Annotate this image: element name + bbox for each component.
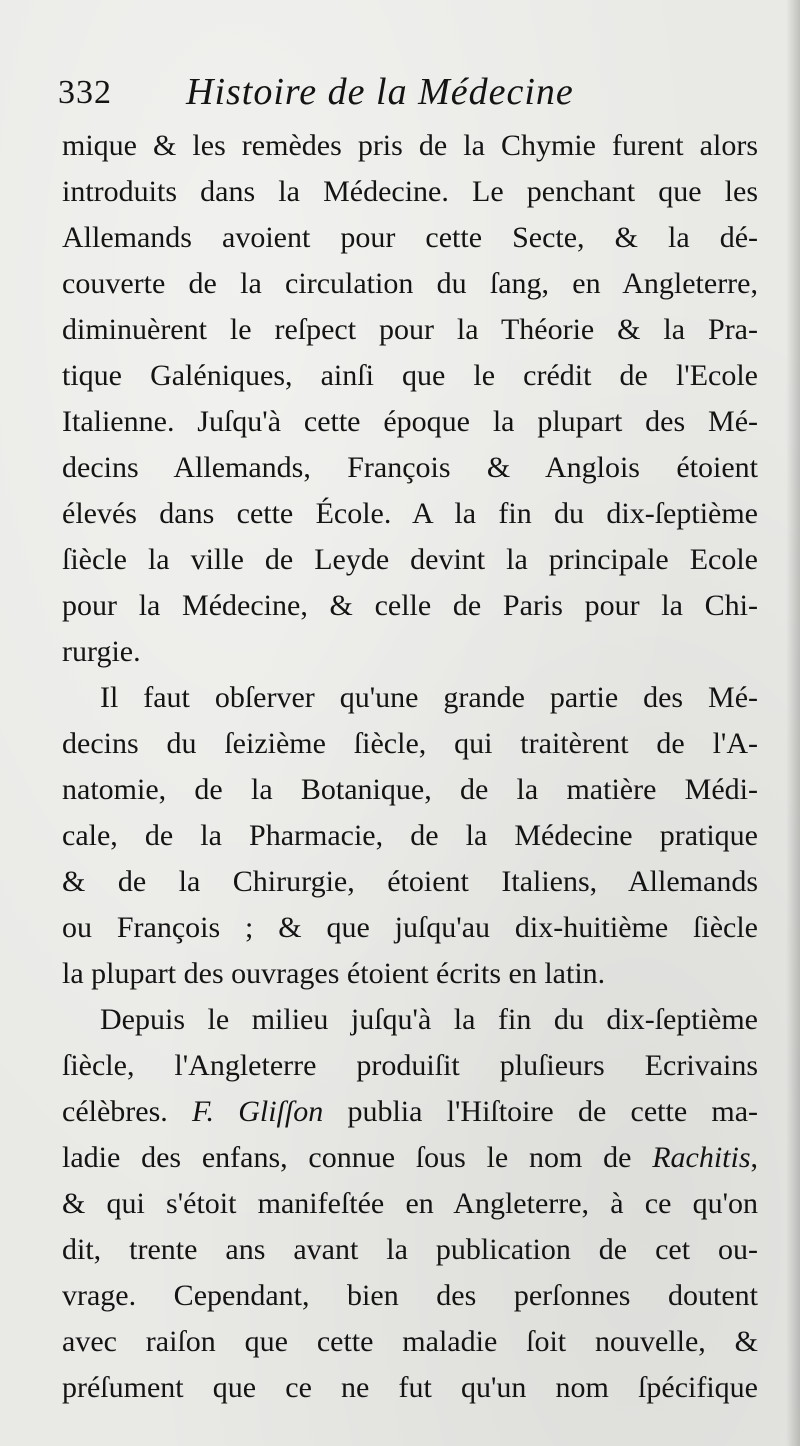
text-line: dit, trente ans avant la publication de cet ou- [62, 1233, 758, 1266]
page-number: 332 [58, 74, 112, 111]
text-line: mique & les remèdes pris de la Chymie furent alors [62, 129, 758, 162]
text-segment: publia l'Hiſtoire de cette ma- [347, 1095, 759, 1128]
text-line: diminuèrent le reſpect pour la Théorie & la Pra- [62, 313, 758, 346]
text-line: decins du ſeizième ſiècle, qui traitèrent de l'A- [62, 727, 758, 760]
text-line: vrage. Cependant, bien des perſonnes doutent [62, 1279, 758, 1312]
text-line: & de la Chirurgie, étoient Italiens, Allemands [62, 865, 758, 898]
text-line: cale, de la Pharmacie, de la Médecine pratique [62, 819, 758, 852]
paragraph-start-line: Il faut obſerver qu'une grande partie des Mé- [100, 681, 758, 714]
page-edge-shadow [786, 0, 800, 1446]
text-line [62, 1090, 758, 1134]
text-line: & qui s'étoit manifeſtée en Angleterre, à ce qu'on [62, 1187, 758, 1220]
text-line: pour la Médecine, & celle de Paris pour la Chi- [62, 589, 758, 622]
text-line: introduits dans la Médecine. Le penchant que les [62, 175, 758, 208]
running-head [58, 70, 758, 124]
text-line: decins Allemands, François & Anglois étoient [62, 451, 758, 484]
text-line: avec raiſon que cette maladie ſoit nouvelle, & [62, 1325, 758, 1358]
text-segment: , [750, 1141, 759, 1174]
text-line: tique Galéniques, ainſi que le crédit de l'Ecole [62, 359, 758, 392]
text-line [62, 1136, 758, 1180]
text-line: ſiècle la ville de Leyde devint la principale Ecole [62, 543, 758, 576]
disease-name-italic: Rachitis [652, 1141, 751, 1174]
text-line: Italienne. Juſqu'à cette époque la plupart des Mé- [62, 405, 758, 438]
text-line: la plupart des ouvrages étoient écrits en latin. [62, 957, 606, 990]
text-segment: célèbres. [62, 1095, 168, 1128]
text-line: ſiècle, l'Angleterre produiſit pluſieurs Ecrivains [62, 1049, 758, 1082]
text-line: élevés dans cette École. A la fin du dix-ſeptième [62, 497, 758, 530]
text-line: couverte de la circulation du ſang, en Angleterre, [62, 267, 758, 300]
text-line: natomie, de la Botanique, de la matière Médi- [62, 773, 758, 806]
text-line: préſument que ce ne fut qu'un nom ſpécifique [62, 1371, 758, 1404]
author-name-italic: F. Gliſſon [192, 1095, 324, 1128]
text-line: Allemands avoient pour cette Secte, & la dé- [62, 221, 758, 254]
running-title: Histoire de la Médecine [186, 71, 574, 113]
paragraph-start-line: Depuis le milieu juſqu'à la fin du dix-ſeptième [100, 1003, 758, 1036]
text-segment: ladie des enfans, connue ſous le nom de [62, 1141, 632, 1174]
text-line: rurgie. [62, 635, 141, 668]
text-line: ou François ; & que juſqu'au dix-huitième ſiècle [62, 911, 758, 944]
